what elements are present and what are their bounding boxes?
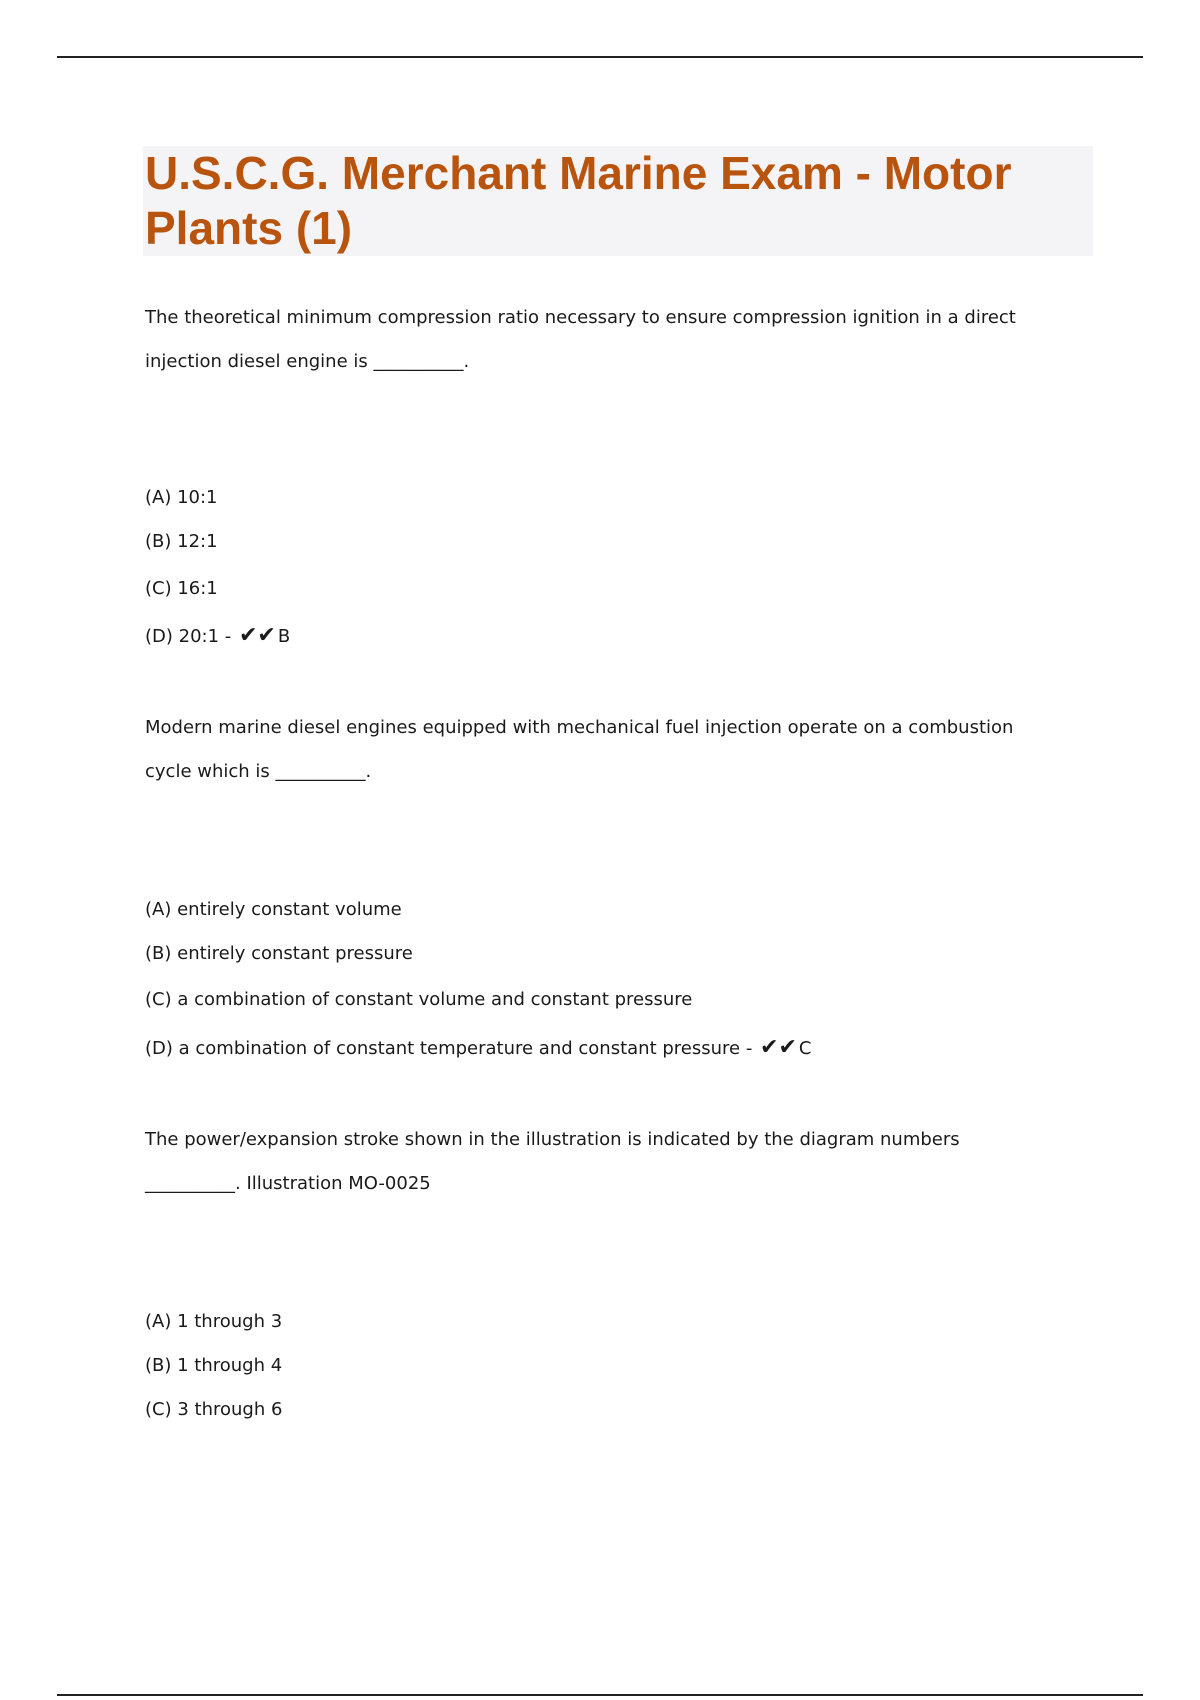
question-1-answer: B: [277, 626, 291, 647]
question-1-option-a: (A) 10:1: [145, 487, 218, 508]
question-3-option-a: (A) 1 through 3: [145, 1311, 283, 1332]
document-title: U.S.C.G. Merchant Marine Exam - Motor Plants (1): [145, 147, 1012, 254]
check-mark-icon: ✔✔: [760, 1035, 797, 1060]
question-3-option-b: (B) 1 through 4: [145, 1355, 283, 1376]
question-1-option-b: (B) 12:1: [145, 531, 218, 552]
question-2-option-a: (A) entirely constant volume: [145, 899, 402, 920]
question-1-option-d: [145, 622, 290, 651]
question-2-option-d: [145, 1034, 812, 1063]
question-2-option-c: (C) a combination of constant volume and constant pressure: [145, 989, 693, 1010]
question-2-answer: C: [798, 1038, 812, 1059]
question-3-option-c: (C) 3 through 6: [145, 1399, 283, 1420]
question-2-option-d-label: (D) a combination of constant temperature and constant pressure -: [145, 1038, 759, 1059]
question-2-option-b: (B) entirely constant pressure: [145, 943, 413, 964]
question-1-option-c: (C) 16:1: [145, 578, 218, 599]
question-2-text: Modern marine diesel engines equipped with mechanical fuel injection operate on a combustion cycle which is __________.: [145, 717, 1014, 782]
check-mark-icon: ✔✔: [239, 623, 276, 648]
question-1-text: The theoretical minimum compression ratio necessary to ensure compression ignition in a direct injection diesel engine is __________.: [145, 307, 1016, 372]
top-rule: [57, 56, 1143, 58]
question-1-option-d-label: (D) 20:1 -: [145, 626, 237, 647]
bottom-rule: [57, 1694, 1143, 1696]
question-3-text: The power/expansion stroke shown in the illustration is indicated by the diagram numbers __________. Illustration MO-0025: [145, 1129, 960, 1194]
